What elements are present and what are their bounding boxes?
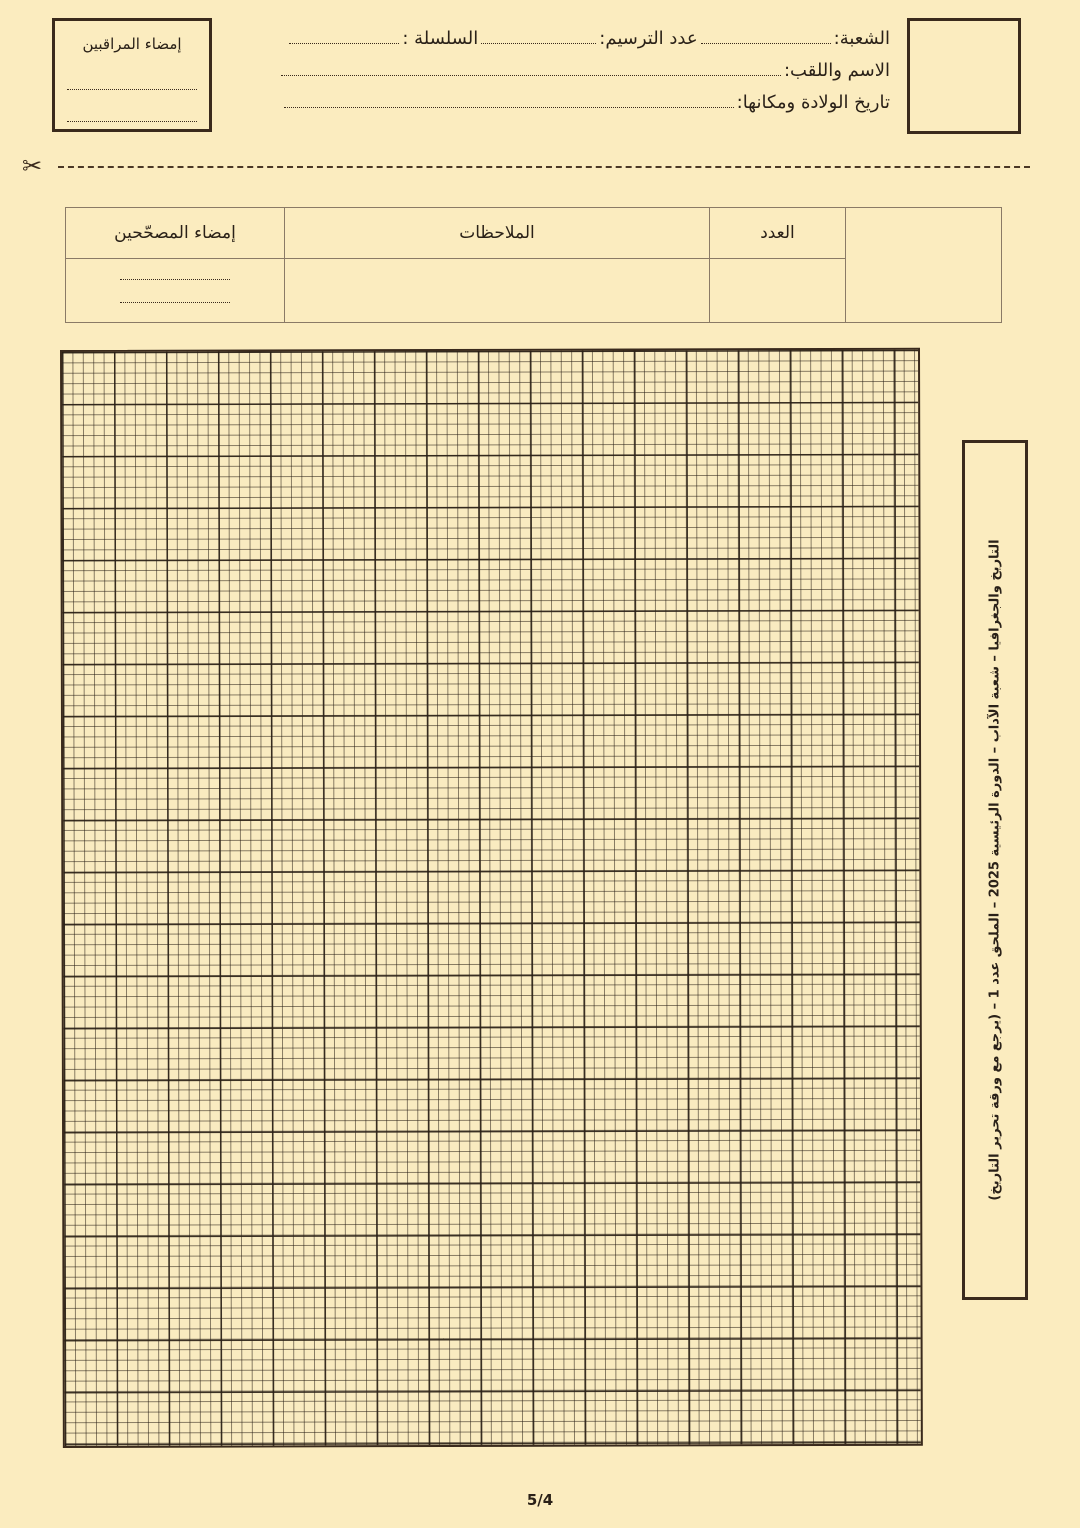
side-label-box — [962, 440, 1028, 1300]
proctors-signature-title: إمضاء المراقبين — [82, 35, 182, 53]
score-cell[interactable] — [710, 259, 846, 323]
registration-field[interactable] — [481, 43, 596, 44]
score-header: العدد — [710, 208, 846, 259]
branch-label: الشعبة: — [833, 28, 890, 49]
birth-field[interactable] — [284, 107, 734, 108]
header-line-3 — [281, 92, 890, 113]
proctors-signature-line[interactable] — [67, 89, 197, 90]
blank-cell — [846, 208, 1002, 323]
page-number: 5/4 — [526, 1491, 554, 1509]
birth-label: تاريخ الولادة ومكانها: — [736, 92, 890, 113]
side-label-text: التاريخ والجغرافيا – شعبة الآداب – الدورة الرئيسية 2025 – الملحق عدد 1 – (يرجع مع ورقة تحرير التاريخ) — [987, 539, 1003, 1201]
header-line-1 — [286, 28, 890, 49]
scissors-icon: ✂ — [22, 152, 43, 180]
graph-paper[interactable] — [60, 348, 923, 1448]
name-field[interactable] — [281, 75, 781, 76]
candidate-number-box[interactable] — [907, 18, 1021, 134]
grading-table — [65, 207, 1002, 323]
cut-line — [58, 166, 1030, 168]
registration-label: عدد الترسيم: — [599, 28, 698, 49]
correctors-signature-cell[interactable] — [66, 259, 285, 323]
header-line-2 — [278, 60, 890, 81]
branch-field[interactable] — [701, 43, 831, 44]
name-label: الاسم واللقب: — [783, 60, 890, 81]
remarks-header: الملاحظات — [285, 208, 710, 259]
correctors-signature-line[interactable] — [120, 302, 230, 303]
series-field[interactable] — [289, 43, 399, 44]
proctors-signature-box — [52, 18, 212, 132]
proctors-signature-line[interactable] — [67, 121, 197, 122]
correctors-signature-line[interactable] — [120, 279, 230, 280]
correctors-header: إمضاء المصحّحين — [66, 208, 285, 259]
remarks-cell[interactable] — [285, 259, 710, 323]
series-label: السلسلة : — [402, 28, 479, 49]
